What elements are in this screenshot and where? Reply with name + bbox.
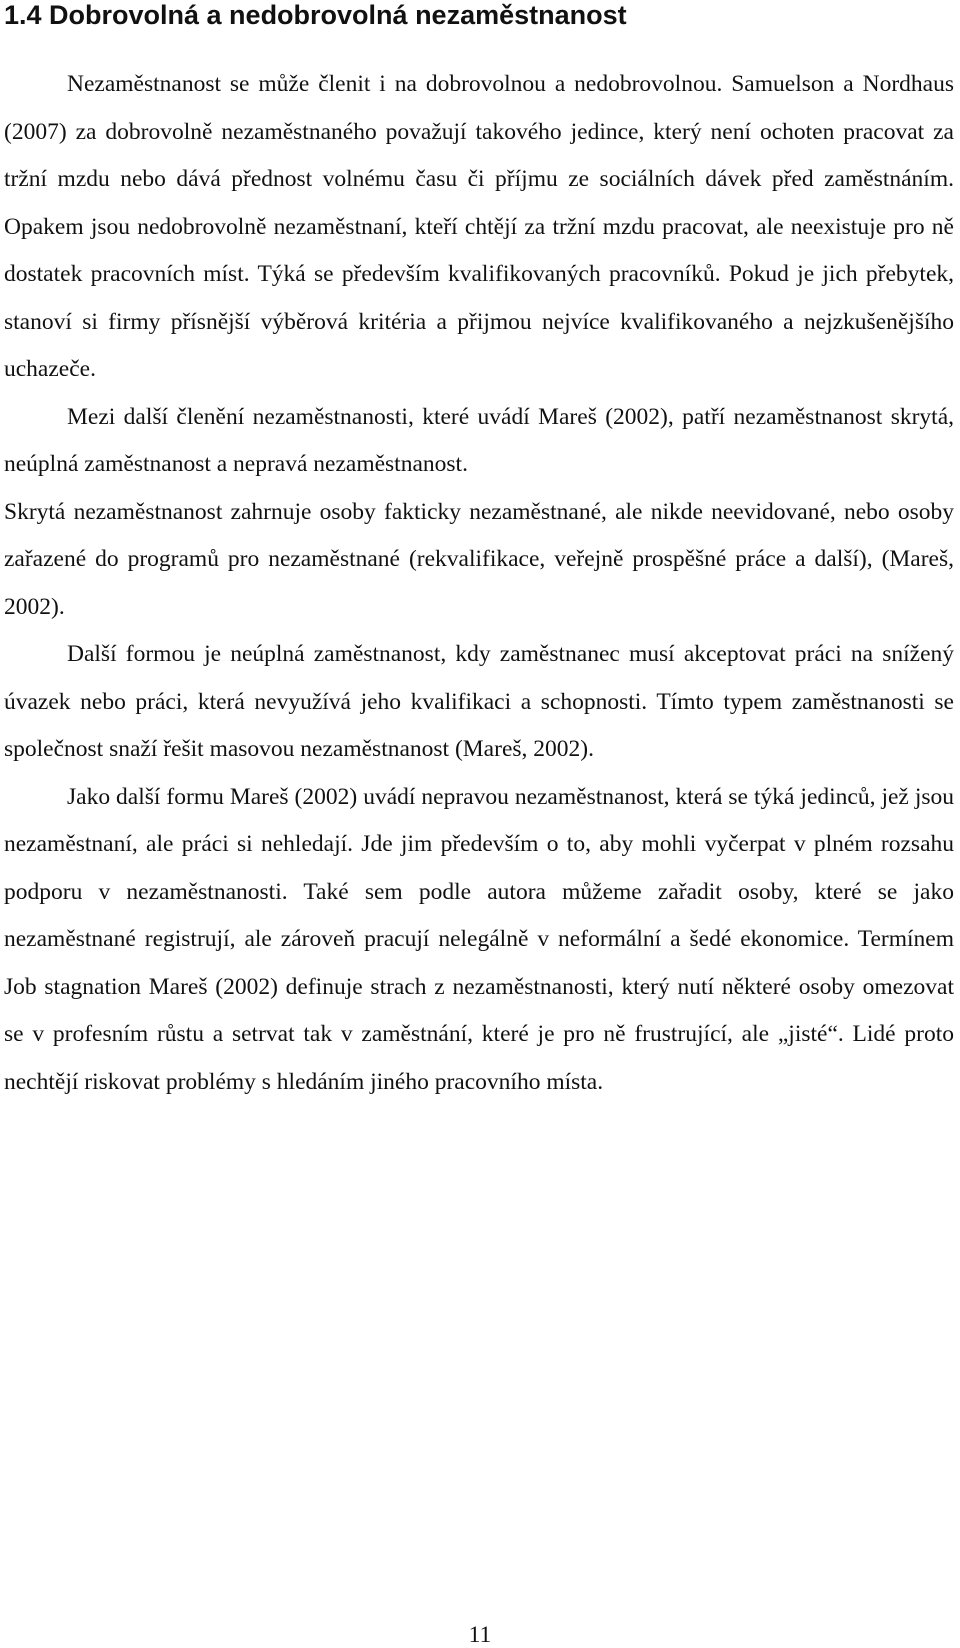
paragraph-classification: Mezi další členění nezaměstnanosti, které uvádí Mareš (2002), patří nezaměstnanost skrytá, neúplná zaměstnanost a nepravá nezaměstnanost. xyxy=(4,403,954,477)
paragraph-hidden-unemployment: Skrytá nezaměstnanost zahrnuje osoby fakticky nezaměstnané, ale nikde neevidované, nebo osoby zařazené do programů pro nezaměstnané (rekvalifikace, veřejně prospěšné práce a další), (Mareš, 2002). xyxy=(4,498,954,620)
paragraph-voluntary-unemployment: Nezaměstnanost se může členit i na dobrovolnou a nedobrovolnou. Samuelson a Nordhaus (2007) za dobrovolně nezaměstnaného považují takového jedince, který není ochoten pracovat za tržní mzdu nebo dává přednost volnému času či příjmu ze sociálních dávek před zaměstnáním. Opakem jsou nedobrovolně nezaměstnaní, kteří chtějí za tržní mzdu pracovat, ale neexistuje pro ně dostatek pracovních míst. Týká se především kvalifikovaných pracovníků. Pokud je jich přebytek, stanoví si firmy přísnější výběrová kritéria a přijmou nejvíce kvalifikovaného a nejzkušenějšího uchazeče. xyxy=(4,71,954,382)
page-number: 11 xyxy=(468,1622,492,1648)
body-text xyxy=(4,61,954,1106)
section-heading: 1.4 Dobrovolná a nedobrovolná nezaměstnanost xyxy=(4,0,627,30)
paragraph-false-unemployment: Jako další formu Mareš (2002) uvádí nepravou nezaměstnanost, která se týká jedinců, jež jsou nezaměstnaní, ale práci si nehledají. Jde jim především o to, aby mohli vyčerpat v plném rozsahu podporu v nezaměstnanosti. Také sem podle autora můžeme zařadit osoby, které se jako nezaměstnané registrují, ale zároveň pracují nelegálně v neformální a šedé ekonomice. Termínem Job stagnation Mareš (2002) definuje strach z nezaměstnanosti, který nutí některé osoby omezovat se v profesním růstu a setrvat tak v zaměstnání, které je pro ně frustrující, ale „jisté“. Lidé proto nechtějí riskovat problémy s hledáním jiného pracovního místa. xyxy=(4,783,954,1095)
paragraph-partial-employment: Další formou je neúplná zaměstnanost, kdy zaměstnanec musí akceptovat práci na snížený úvazek nebo práci, která nevyužívá jeho kvalifikaci a schopnosti. Tímto typem zaměstnanosti se společnost snaží řešit masovou nezaměstnanost (Mareš, 2002). xyxy=(4,641,954,762)
